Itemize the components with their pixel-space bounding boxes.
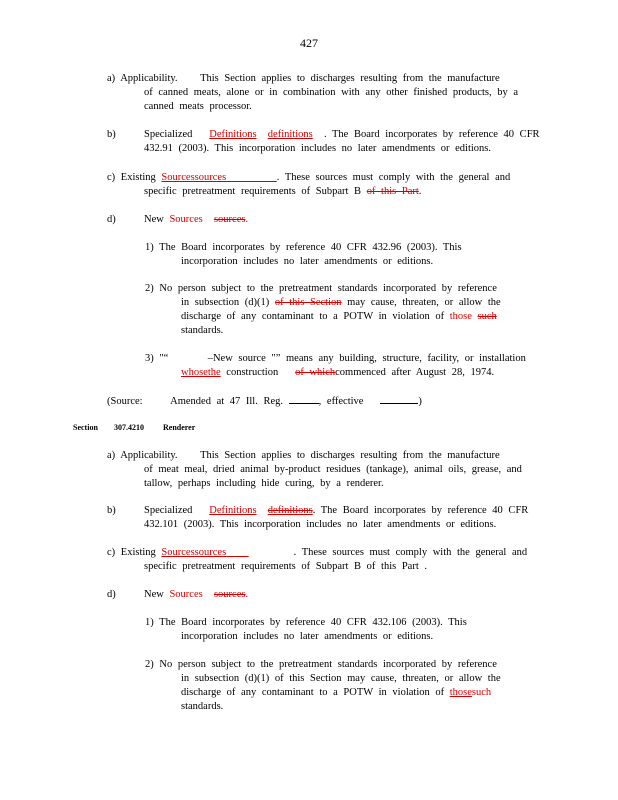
sec2-b-label: b): [107, 505, 116, 516]
sec1-d-insert: Sources: [169, 214, 203, 225]
sec2-d2-text-3a: discharge of any contaminant to a POTW in violation of: [181, 687, 445, 698]
sec2-d2-insert: those: [449, 687, 472, 698]
sec1-d3-text-2b: commenced after August 28, 1974.: [335, 367, 495, 378]
sec1-paragraph-d2: [145, 282, 501, 338]
sec1-paragraph-d1: [145, 241, 462, 269]
sec1-d-period: .: [245, 214, 249, 225]
sec1-d1-text-1: 1) The Board incorporates by reference 40 CFR 432.96 (2003). This: [145, 242, 462, 253]
sec1-d2-insert: those: [449, 311, 472, 322]
page-number: 427: [300, 36, 318, 50]
sec2-a-label: a) Applicability.: [107, 450, 178, 461]
section-title: Renderer: [163, 423, 196, 432]
sec1-c-text: . These sources must comply with the general and: [276, 172, 511, 183]
sec1-paragraph-d3: [145, 352, 526, 380]
sec2-paragraph-b: [107, 504, 528, 532]
sec1-d2-text-1: 2) No person subject to the pretreatment standards incorporated by reference: [145, 283, 497, 294]
sec1-c-period: .: [418, 186, 422, 197]
sec1-a-text-3: canned meats processor.: [144, 101, 252, 112]
sec2-d1-text-2: incorporation includes no later amendments or editions.: [181, 631, 434, 642]
sec1-d1-text-2: incorporation includes no later amendments or editions.: [181, 256, 434, 267]
sec2-b-text-2: 432.101 (2003). This incorporation includes no later amendments or editions.: [144, 519, 497, 530]
sec2-a-text-3: tallow, perhaps including hide curing, by a renderer.: [144, 478, 384, 489]
sec1-d-label: d): [107, 214, 116, 225]
source-label: (Source:: [107, 396, 143, 407]
sec2-c-insert: Sourcessources: [161, 547, 227, 558]
sec2-b-insert-definitions: Definitions: [209, 505, 257, 516]
sec1-d3-number: 3) "“: [145, 353, 169, 364]
section-number: 307.4210: [114, 423, 144, 432]
sec1-d3-deleted: of which: [295, 367, 336, 378]
sec1-c-text-2: specific pretreatment requirements of Subpart B: [144, 186, 362, 197]
sec1-d2-deleted: of this Section: [274, 297, 342, 308]
sec1-d-deleted: sources: [213, 214, 246, 225]
source-effective: , effective: [318, 396, 364, 407]
sec1-paragraph-d: [107, 213, 248, 227]
sec2-d2-such: such: [471, 687, 492, 698]
sec2-d2-text-1: 2) No person subject to the pretreatment standards incorporated by reference: [145, 659, 497, 670]
sec1-d3-text-1c: means any building, structure, facility, or installation: [286, 353, 526, 364]
sec1-a-text-2: of canned meats, alone or in combination with any other finished products, by a: [144, 87, 519, 98]
sec1-source-note: [107, 394, 422, 409]
sec1-c-deleted: of this Part: [366, 186, 419, 197]
sec1-b-text-2: 432.91 (2003). This incorporation includes no later amendments or editions.: [144, 143, 491, 154]
sec1-c-insert: Sourcessources: [161, 172, 227, 183]
sec2-paragraph-a: [107, 449, 522, 491]
sec2-d1-text-1: 1) The Board incorporates by reference 40 CFR 432.106 (2003). This: [145, 617, 467, 628]
sec2-a-text-2: of meat meal, dried animal by-product residues (tankage), animal oils, grease, and: [144, 464, 522, 475]
sec2-b-text: . The Board incorporates by reference 40 CFR: [312, 505, 529, 516]
sec1-d2-deleted-such: such: [477, 311, 497, 322]
sec2-a-text-1: This Section applies to discharges resulting from the manufacture: [200, 450, 500, 461]
sec1-d2-text-3a: discharge of any contaminant to a POTW in violation of: [181, 311, 445, 322]
sec2-d-deleted: sources: [213, 589, 246, 600]
sec1-d-new: New: [144, 214, 164, 225]
sec1-paragraph-c: [107, 171, 510, 199]
sec2-b-specialized: Specialized: [144, 505, 193, 516]
sec2-d-label: d): [107, 589, 116, 600]
sec1-d2-text-2b: may cause, threaten, or allow the: [347, 297, 501, 308]
sec2-d2-text-2: in subsection (d)(1) of this Section may cause, threaten, or allow the: [181, 673, 501, 684]
sec1-paragraph-a: [107, 72, 518, 114]
sec1-b-insert-definitions: Definitions: [209, 129, 257, 140]
sec1-d3-text-1b: –New source "”: [207, 353, 281, 364]
source-amended: Amended at 47 Ill. Reg.: [170, 396, 284, 407]
sec1-d2-text-2a: in subsection (d)(1): [181, 297, 270, 308]
sec2-d2-text-4: standards.: [181, 701, 224, 712]
sec1-d2-text-4: standards.: [181, 325, 224, 336]
sec2-c-text-2: specific pretreatment requirements of Subpart B of this Part .: [144, 561, 428, 572]
sec1-b-specialized: Specialized: [144, 129, 193, 140]
sec2-c-label: c) Existing: [107, 547, 156, 558]
sec1-b-label: b): [107, 129, 116, 140]
sec1-a-text-1: This Section applies to discharges resulting from the manufacture: [200, 73, 500, 84]
sec2-paragraph-c: [107, 546, 527, 574]
sec1-d3-insert: whosethe: [181, 367, 221, 378]
sec2-b-deleted-definitions: definitions: [267, 505, 313, 516]
sec1-a-label: a) Applicability.: [107, 73, 178, 84]
sec2-d-period: .: [245, 589, 249, 600]
reg-blank: [289, 394, 319, 404]
sec1-b-text: . The Board incorporates by reference 40 CFR: [323, 129, 540, 140]
section-label: Section: [73, 423, 98, 432]
sec2-paragraph-d1: [145, 616, 467, 644]
source-close: ): [418, 396, 422, 407]
effective-blank: [380, 394, 418, 404]
sec2-paragraph-d2: [145, 658, 501, 714]
sec2-d-new: New: [144, 589, 164, 600]
sec2-paragraph-d: [107, 588, 248, 602]
sec2-c-text: . These sources must comply with the general and: [293, 547, 528, 558]
sec2-d-insert: Sources: [169, 589, 203, 600]
sec1-d3-text-2a: construction: [226, 367, 279, 378]
sec1-paragraph-b: [107, 128, 540, 156]
sec1-b-insert-definitions-lower: definitions: [267, 129, 313, 140]
sec1-c-label: c) Existing: [107, 172, 156, 183]
